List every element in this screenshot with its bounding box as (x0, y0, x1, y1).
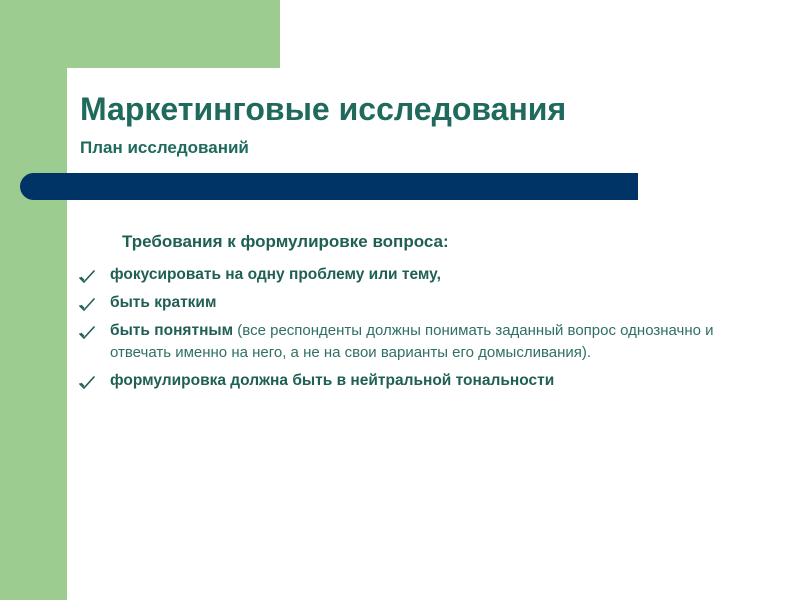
checkmark-icon (78, 270, 96, 284)
slide-title: Маркетинговые исследования (80, 91, 567, 127)
checkmark-icon (78, 376, 96, 390)
navy-divider-bar (20, 173, 638, 200)
list-item (76, 320, 736, 364)
requirements-list (76, 264, 736, 398)
bullet-note: (все респонденты должны понимать заданный вопрос однозначно и отвечать именно на него, а не на свои варианты его домысливания). (110, 322, 714, 361)
checkmark-icon (78, 326, 96, 340)
list-item (76, 292, 736, 314)
top-green-block (0, 0, 280, 68)
left-green-bar (0, 0, 67, 600)
section-heading: Требования к формулировке вопроса: (122, 232, 449, 251)
list-item (76, 264, 736, 286)
bullet-text: формулировка должна быть в нейтральной тональности (110, 372, 555, 389)
bullet-text: фокусировать на одну проблему или тему, (110, 266, 441, 283)
list-item (76, 370, 736, 392)
bullet-text: быть кратким (110, 294, 217, 311)
slide-subtitle: План исследований (80, 138, 249, 157)
checkmark-icon (78, 298, 96, 312)
bullet-text: быть понятным (110, 322, 234, 339)
